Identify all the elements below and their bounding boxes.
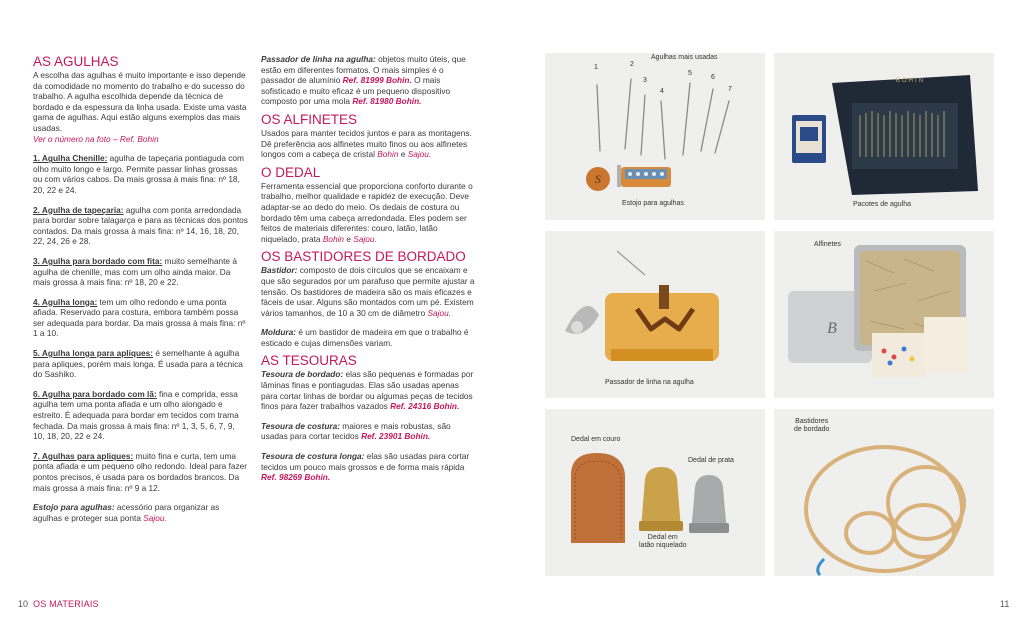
needle-shape bbox=[661, 101, 665, 159]
needle-list bbox=[33, 153, 248, 493]
svg-text:S: S bbox=[595, 172, 601, 186]
hoops-illustration bbox=[774, 409, 994, 576]
needle-shape bbox=[641, 95, 645, 155]
needles-title-caption: Agulhas mais usadas bbox=[651, 54, 718, 61]
needle-number: 1 bbox=[594, 64, 598, 71]
svg-text:B: B bbox=[827, 320, 837, 337]
page-number-left: 10 bbox=[18, 599, 29, 609]
section-title-dedal: O DEDAL bbox=[261, 164, 321, 180]
intro-paragraph: A escolha das agulhas é muito importante e isso depende da comodidade no momento do trabalho e do sucesso do trabalho. A agulha escolhida depende da técnica de bordado e da espessura da linha usada. Existe uma vasta gama de agulhas. Aqui estão alguns exemplos das mais usadas. bbox=[33, 70, 247, 133]
estojo-paragraph: Estojo para agulhas: acessório para organizar as agulhas e proteger sua ponta Sajou. bbox=[33, 502, 220, 523]
moldura-paragraph: Moldura: é um bastidor de madeira em que o trabalho é esticado e cujas dimensões variam. bbox=[261, 327, 469, 348]
needle-number: 7 bbox=[728, 86, 732, 93]
threader-illustration bbox=[545, 231, 765, 398]
needle-packets-illustration bbox=[774, 53, 994, 220]
pacotes-caption: Pacotes de agulha bbox=[853, 201, 911, 208]
photo-pins bbox=[774, 231, 994, 398]
alfinetes-caption: Alfinetes bbox=[814, 241, 841, 248]
pins-illustration bbox=[774, 231, 994, 398]
needle-item: 7. Agulhas para apliques: muito fina e curta, tem uma ponta afiada e um pequeno olho redondo. Ideal para fazer pontos precisos, é usada para os bordados brancos. Da mais grossa à mais fina: nº 9 a 12. bbox=[33, 450, 248, 493]
thimbles-illustration bbox=[545, 409, 765, 576]
latao-caption: Dedal em latão niquelado bbox=[639, 534, 687, 549]
needle-number: 5 bbox=[688, 70, 692, 77]
brand-label: BOHIN bbox=[896, 78, 926, 84]
section-title-agulhas: AS AGULHAS bbox=[33, 54, 119, 69]
section-footer: OS MATERIAIS bbox=[33, 599, 99, 609]
hoop-ring bbox=[846, 513, 894, 553]
needle-number: 3 bbox=[643, 77, 647, 84]
needles-illustration bbox=[545, 53, 765, 220]
tesoura-longa-paragraph: Tesoura de costura longa: elas são usadas para cortar tecidos um pouco mais grossos e de forma mais rápida Ref. 98269 Bohin. bbox=[261, 451, 470, 483]
bastidor-paragraph: Bastidor: composto de dois círculos que se encaixam e que são segurados por um parafuso que permite ajustar a tensão. Os bastidores de madeira são os mais eficazes e fáceis de usar. Alguns são montados com um pé. Existem vários tamanhos, de 10 a 30 cm de diâmetro Sajou. bbox=[261, 265, 475, 318]
needle-item: 4. Agulha longa: tem um olho redondo e uma ponta afiada. Reservado para costura, embora também possa ser adequada para bordar. Da mais grossa à mais fina: nº 1 a 10. bbox=[33, 296, 246, 339]
page-number-right: 11 bbox=[1000, 599, 1010, 609]
brass-thimble bbox=[641, 467, 681, 529]
passador-caption: Passador de linha na agulha bbox=[605, 379, 694, 386]
bastidores-caption: Bastidores de bordado bbox=[794, 418, 830, 433]
passador-paragraph: Passador de linha na agulha: objetos muito úteis, que estão em diferentes formatos. O mais simples é o passador de alumínio Ref. 81999 Bohin. O mais sofisticado e muito eficaz é um pequeno dispositivo composto por uma mola Ref. 81980 Bohin. bbox=[261, 54, 466, 107]
hoop-ribbon bbox=[818, 559, 824, 575]
pin-card bbox=[924, 317, 968, 373]
needle-item: 1. Agulha Chenille: agulha de tapeçaria pontiaguda com olho muito longo e largo. Permite passar linhas grossas ou com vários cabos. Da mais grossa à mais fina: nº 18, 20, 22 e 24. bbox=[33, 153, 244, 195]
couro-caption: Dedal em couro bbox=[571, 436, 621, 443]
needle-item: 6. Agulha para bordado com lã: fina e comprida, essa agulha tem uma ponta afiada e um olho alongado e estreito. É adequada para bordar em tecidos com trama fechada. Da mais grossa à mais fina: nº 1, 3, 5, 6, 7, 9, 10, 18, 20, 22 e 24. bbox=[33, 388, 239, 442]
needle-shape bbox=[701, 89, 713, 151]
needle-shape bbox=[625, 79, 631, 149]
needle-shape bbox=[715, 101, 729, 153]
section-title-alfinetes: OS ALFINETES bbox=[261, 111, 358, 127]
needle-shape bbox=[597, 85, 600, 151]
photo-thimbles bbox=[545, 409, 765, 576]
pin-box bbox=[872, 333, 926, 377]
tesoura-costura-paragraph: Tesoura de costura: maiores e mais robustas, são usadas para cortar tecidos Ref. 23901 Bohin. bbox=[261, 420, 451, 442]
dedal-paragraph: Ferramenta essencial que proporciona conforto durante o trabalho, melhor qualidade e rapidez de execução. Deve adaptar-se ao dedo do meio. Os dedais de costura ou bordado têm uma cabeça arredondada. Eles podem ser feitos de materiais diferentes: couro, latão, latão niquelado, prata Bohin e Sajou. bbox=[261, 180, 473, 244]
needle-shape bbox=[617, 251, 645, 275]
section-title-bastidores: OS BASTIDORES DE BORDADO bbox=[261, 249, 466, 265]
tesoura-bordado-paragraph: Tesoura de bordado: elas são pequenas e formadas por lâminas finas e pontiagudas. Elas são usadas apenas para cortar linhas de bordar ou algumas peças de tecidos finos para fazer trabalhos vazados Ref. 24316 Bohin. bbox=[261, 369, 474, 412]
needle-item: 2. Agulha de tapeçaria: agulha com ponta arredondada para bordar sobre talagarça e para as técnicas dos pontos contados. Da mais grossa à mais fina: nº 14, 16, 18, 20, 22, 24, 26 e 28. bbox=[33, 204, 248, 247]
needle-item: 5. Agulha longa para apliques: é semelhante à agulha para apliques, porém mais longa. É usada para a técnica do Sashiko. bbox=[33, 348, 243, 380]
text-column-right bbox=[261, 54, 476, 483]
photo-needles bbox=[545, 53, 765, 220]
text-column-left bbox=[33, 54, 248, 523]
photo-threader bbox=[545, 231, 765, 398]
photo-needle-packets bbox=[774, 53, 994, 220]
needle-item: 3. Agulha para bordado com fita: muito semelhante à agulha de chenille, mas com um olho ainda maior. Da mais grossa à mais fina: nº 18, 20 e 22. bbox=[33, 255, 237, 288]
needle-number: 6 bbox=[711, 74, 715, 81]
estojo-caption: Estojo para agulhas bbox=[622, 200, 684, 207]
needle-number: 2 bbox=[630, 61, 634, 68]
photo-hoops bbox=[774, 409, 994, 576]
section-title-tesouras: AS TESOURAS bbox=[261, 353, 357, 369]
needle-number: 4 bbox=[660, 88, 664, 95]
alfinetes-paragraph: Usados para manter tecidos juntos e para as montagens. Dê preferência aos alfinetes muito finos ou aos alfinetes longos com a cabeça de cristal Bohin e Sajou. bbox=[261, 127, 472, 160]
needle-shape bbox=[683, 83, 690, 155]
prata-caption: Dedal de prata bbox=[688, 457, 734, 464]
photo-reference: Ver o número na foto – Ref. Bohin bbox=[33, 133, 159, 144]
